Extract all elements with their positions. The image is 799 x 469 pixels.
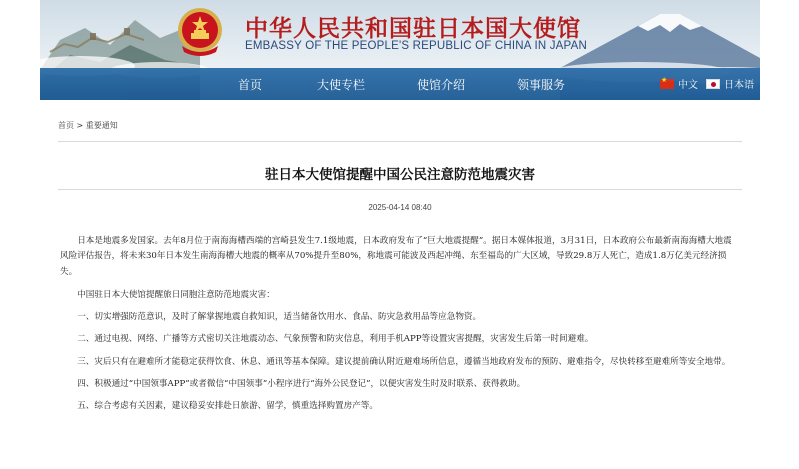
- article-paragraph: 五、综合考虑有关因素，建议稳妥安排赴日旅游、留学，慎重选择购置房产等。: [77, 401, 378, 412]
- nav-item-ambassador[interactable]: 大使专栏: [317, 78, 366, 92]
- article-paragraph: 二、通过电视、网络、广播等方式密切关注地震动态、气象预警和防灾信息，利用手机APP等设置灾害提醒，灾害发生后第一时间避难。: [77, 334, 594, 345]
- lang-chinese-label: 中文: [678, 80, 698, 91]
- national-emblem-icon: [172, 6, 228, 60]
- breadcrumb-current[interactable]: 重要通知: [85, 121, 118, 130]
- header-banner: [40, 0, 760, 100]
- article-title: 驻日本大使馆提醒中国公民注意防范地震灾害: [265, 167, 535, 183]
- lang-japanese-label: 日本语: [724, 80, 754, 91]
- article-paragraph: 中国驻日本大使馆提醒旅日同胞注意防范地震灾害：: [77, 289, 275, 300]
- page-frame: [40, 0, 760, 469]
- article-body: [60, 234, 738, 422]
- lang-japanese[interactable]: [706, 76, 754, 91]
- japan-flag-icon: [706, 79, 720, 89]
- main-nav: [40, 68, 760, 100]
- divider-top: [58, 141, 742, 142]
- nav-item-home[interactable]: 首页: [238, 78, 263, 92]
- nav-item-embassy-intro[interactable]: 使馆介绍: [417, 78, 466, 92]
- embassy-title-cn: 中华人民共和国驻日本国大使馆: [245, 16, 581, 42]
- article-paragraph: 三、灾后只有在避难所才能稳定获得饮食、休息、通讯等基本保障。建议提前确认附近避难场所信息，遵循当地政府发布的预防、避难指令，尽快转移至避难所等安全地带。: [77, 356, 731, 367]
- article-date: 2025-04-14 08:40: [368, 203, 432, 212]
- article-paragraph: 四、积极通过“中国领事APP”或者微信“中国领事”小程序进行“海外公民登记”，以便灾害发生时及时联系、获得救助。: [77, 379, 526, 390]
- nav-item-consular[interactable]: 领事服务: [517, 78, 566, 92]
- embassy-title-en: EMBASSY OF THE PEOPLE'S REPUBLIC OF CHINA IN JAPAN: [245, 40, 587, 52]
- lang-chinese[interactable]: [660, 76, 698, 91]
- article-paragraph: 日本是地震多发国家。去年8月位于南海海槽西端的宫崎县发生7.1级地震，日本政府发布了“巨大地震提醒”。据日本媒体报道，3月31日，日本政府公布最新南海海槽大地震风险评估报告，将未来30年日本发生南海海槽大地震的概率从70%提升至80%，称地震可能波及西起冲绳、东至福岛的广大区域，导致29.8万人死亡，造成1.8万亿美元经济损失。: [60, 236, 732, 277]
- breadcrumb: [58, 120, 118, 131]
- china-flag-icon: [660, 79, 674, 89]
- divider-title: [58, 189, 742, 190]
- breadcrumb-home[interactable]: 首页: [58, 121, 74, 130]
- article-paragraph: 一、切实增强防范意识，及时了解掌握地震自救知识，适当储备饮用水、食品、防灾急救用品等应急物资。: [77, 312, 482, 323]
- breadcrumb-separator: >: [74, 121, 86, 130]
